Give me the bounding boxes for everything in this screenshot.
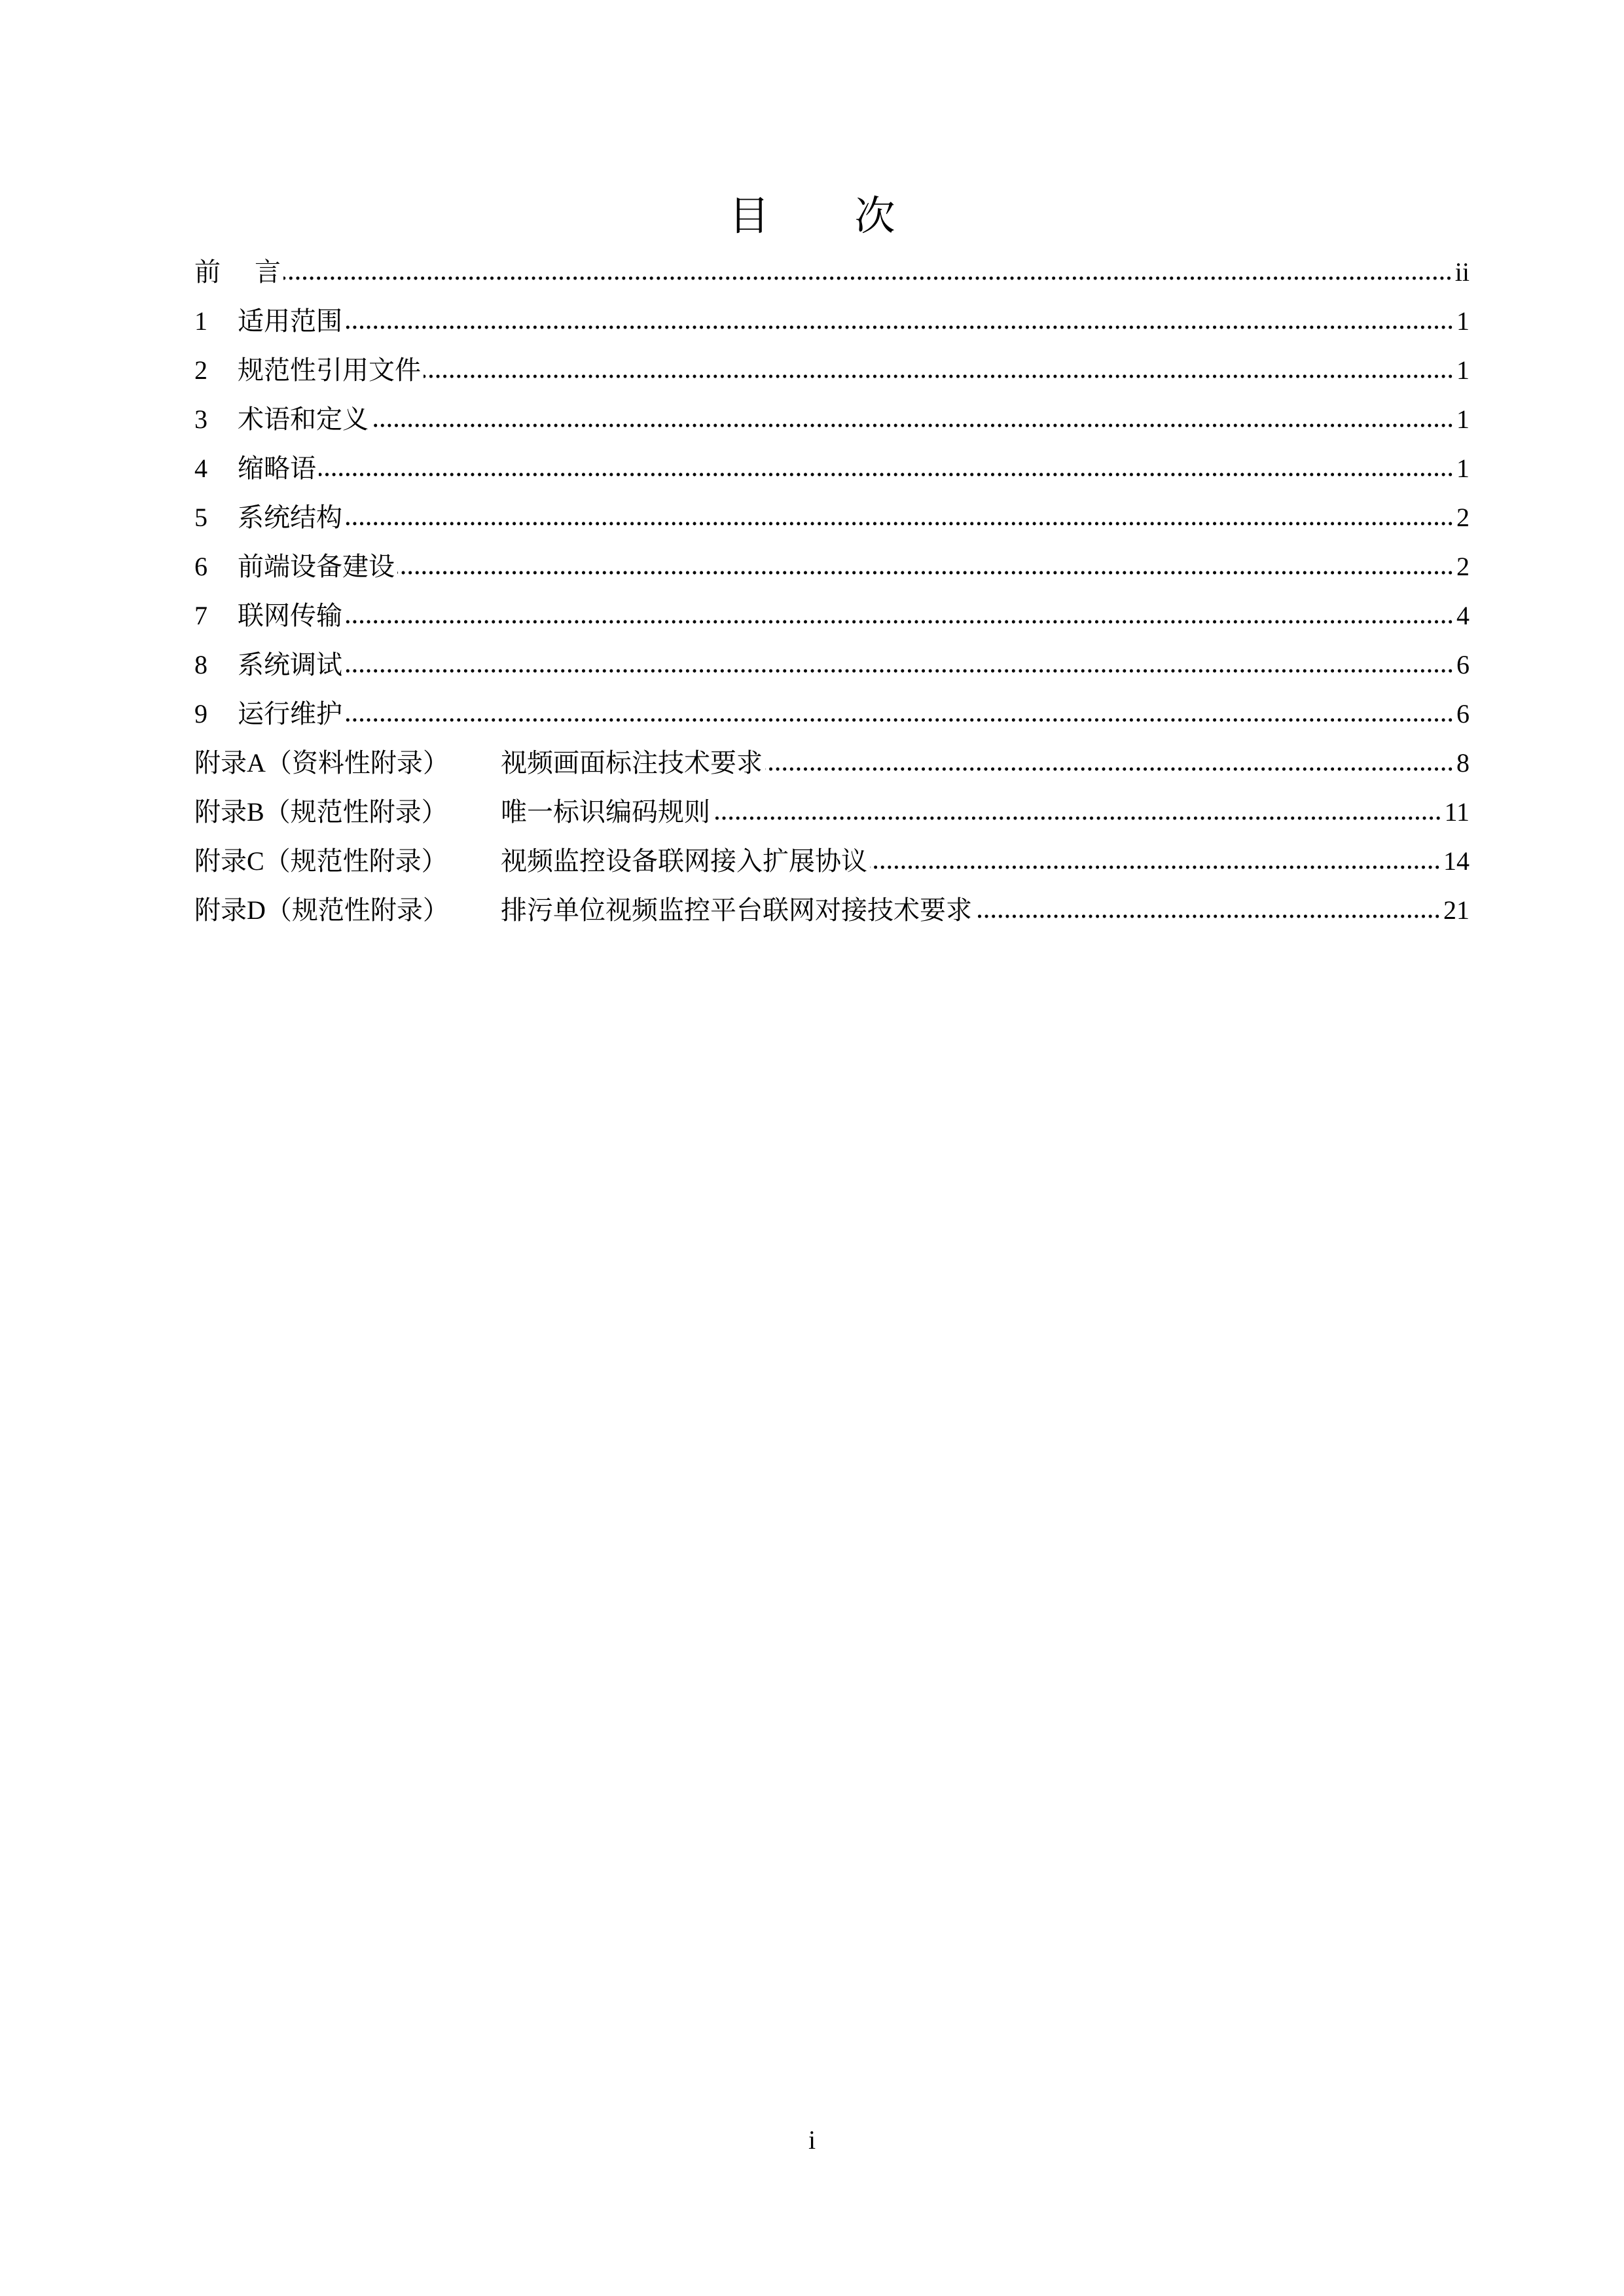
toc-entry-preface[interactable] xyxy=(194,247,1470,296)
dot-leader xyxy=(870,848,1441,874)
toc-entry-page: 14 xyxy=(1443,846,1470,876)
toc-entry-appendix-a[interactable] xyxy=(194,738,1470,787)
toc-entry-page: 1 xyxy=(1456,454,1470,483)
toc-entry-section-9[interactable] xyxy=(194,689,1470,738)
toc-entry-number: 9 xyxy=(194,699,208,728)
dot-leader xyxy=(765,750,1454,776)
dot-leader xyxy=(345,308,1454,334)
dot-leader xyxy=(713,799,1441,825)
toc-entry-number: 7 xyxy=(194,601,208,630)
toc-entry-section-2[interactable] xyxy=(194,346,1470,395)
toc-entry-section-8[interactable] xyxy=(194,640,1470,689)
toc-entry-label: 运行维护 xyxy=(238,699,342,728)
toc-entry-section-7[interactable] xyxy=(194,591,1470,640)
page-number-footer: i xyxy=(808,2125,816,2155)
toc-entry-page: ii xyxy=(1454,257,1470,287)
toc-entry-appendix-c[interactable] xyxy=(194,836,1470,886)
toc-entry-number: 6 xyxy=(194,552,208,581)
toc-entry-page: 11 xyxy=(1444,797,1470,827)
toc-entry-page: 1 xyxy=(1456,306,1470,336)
table-of-contents xyxy=(194,247,1470,935)
toc-entry-page: 21 xyxy=(1443,895,1470,925)
toc-entry-page: 6 xyxy=(1456,699,1470,728)
toc-entry-label: 适用范围 xyxy=(238,306,342,336)
toc-entry-label: 联网传输 xyxy=(238,601,342,630)
dot-leader xyxy=(283,259,1453,285)
toc-appendix-prefix: 附录A（资料性附录） xyxy=(194,748,449,778)
toc-entry-number: 4 xyxy=(194,454,208,483)
dot-leader xyxy=(345,701,1454,727)
toc-entry-page: 2 xyxy=(1456,503,1470,532)
toc-entry-label: 术语和定义 xyxy=(238,404,369,434)
toc-appendix-prefix: 附录C（规范性附录） xyxy=(194,846,448,876)
toc-entry-section-3[interactable] xyxy=(194,395,1470,444)
toc-entry-page: 1 xyxy=(1456,355,1470,385)
toc-entry-label: 视频画面标注技术要求 xyxy=(501,748,763,778)
page-title xyxy=(0,190,1624,242)
toc-appendix-prefix: 附录B（规范性附录） xyxy=(194,797,448,827)
toc-entry-label: 唯一标识编码规则 xyxy=(501,797,710,827)
dot-leader xyxy=(975,897,1441,924)
toc-entry-label: 系统结构 xyxy=(238,503,342,532)
toc-entry-number: 1 xyxy=(194,306,208,336)
toc-entry-section-6[interactable] xyxy=(194,542,1470,591)
toc-entry-label: 规范性引用文件 xyxy=(238,355,421,385)
dot-leader xyxy=(397,554,1454,580)
toc-entry-label: 前端设备建设 xyxy=(238,552,395,581)
toc-entry-page: 8 xyxy=(1456,748,1470,778)
page-title-char-1: 目 xyxy=(729,192,770,240)
preface-char-1: 前 xyxy=(194,257,221,287)
toc-entry-appendix-b[interactable] xyxy=(194,787,1470,836)
dot-leader xyxy=(345,505,1454,531)
toc-entry-number: 2 xyxy=(194,355,208,385)
toc-entry-section-1[interactable] xyxy=(194,296,1470,346)
dot-leader xyxy=(319,456,1454,482)
toc-entry-page: 4 xyxy=(1456,601,1470,630)
toc-entry-number: 8 xyxy=(194,650,208,679)
toc-appendix-prefix: 附录D（规范性附录） xyxy=(194,895,449,925)
preface-char-2: 言 xyxy=(255,257,281,287)
toc-entry-number: 3 xyxy=(194,404,208,434)
toc-entry-label: 缩略语 xyxy=(238,454,316,483)
dot-leader xyxy=(345,652,1454,678)
toc-entry-label xyxy=(194,247,281,296)
toc-entry-label: 排污单位视频监控平台联网对接技术要求 xyxy=(501,895,972,925)
dot-leader xyxy=(371,406,1454,433)
page-title-char-2: 次 xyxy=(854,192,895,240)
dot-leader xyxy=(345,603,1454,629)
toc-entry-page: 2 xyxy=(1456,552,1470,581)
toc-entry-section-4[interactable] xyxy=(194,444,1470,493)
toc-entry-number: 5 xyxy=(194,503,208,532)
toc-entry-appendix-d[interactable] xyxy=(194,886,1470,935)
toc-entry-label: 系统调试 xyxy=(238,650,342,679)
toc-entry-section-5[interactable] xyxy=(194,493,1470,542)
toc-entry-page: 6 xyxy=(1456,650,1470,679)
dot-leader xyxy=(424,357,1454,384)
toc-entry-page: 1 xyxy=(1456,404,1470,434)
toc-entry-label: 视频监控设备联网接入扩展协议 xyxy=(501,846,867,876)
